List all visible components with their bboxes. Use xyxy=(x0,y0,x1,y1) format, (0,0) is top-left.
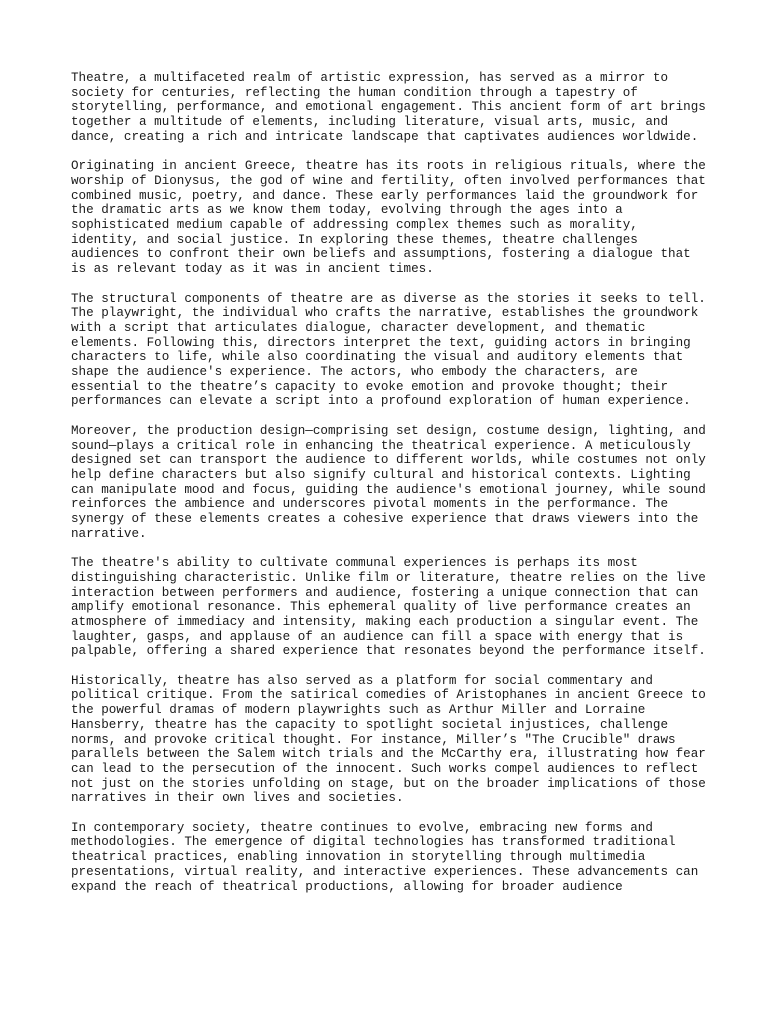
paragraph-2: Originating in ancient Greece, theatre has its roots in religious rituals, where the worship of Dionysus, the god of wine and fertility, often involved performances that combined music, poetry, and dance. These early performances laid the groundwork for the dramatic arts as we know them today, evolving through the ages into a sophisticated medium capable of addressing complex themes such as morality, identity, and social justice. In exploring these themes, theatre challenges audiences to confront their own beliefs and assumptions, fostering a dialogue that is as relevant today as it was in ancient times. xyxy=(71,159,706,277)
paragraph-4: Moreover, the production design—comprising set design, costume design, lighting, and sound—plays a critical role in enhancing the theatrical experience. A meticulously designed set can transport the audience to different worlds, while costumes not only help define characters but also signify cultural and historical contexts. Lighting can manipulate mood and focus, guiding the audience's emotional journey, while sound reinforces the ambience and underscores pivotal moments in the performance. The synergy of these elements creates a cohesive experience that draws viewers into the narrative. xyxy=(71,423,706,541)
paragraph-1: Theatre, a multifaceted realm of artistic expression, has served as a mirror to society for centuries, reflecting the human condition through a tapestry of storytelling, performance, and emotional engagement. This ancient form of art brings together a multitude of elements, including literature, visual arts, music, and dance, creating a rich and intricate landscape that captivates audiences worldwide. xyxy=(71,71,706,144)
paragraph-6: Historically, theatre has also served as a platform for social commentary and political critique. From the satirical comedies of Aristophanes in ancient Greece to the powerful dramas of modern playwrights such as Arthur Miller and Lorraine Hansberry, theatre has the capacity to spotlight societal injustices, challenge norms, and provoke critical thought. For instance, Miller’s "The Crucible" draws parallels between the Salem witch trials and the McCarthy era, illustrating how fear can lead to the persecution of the innocent. Such works compel audiences to reflect not just on the stories unfolding on stage, but on the broader implications of those narratives in their own lives and societies. xyxy=(71,673,706,806)
document-page xyxy=(71,71,711,909)
paragraph-5: The theatre's ability to cultivate communal experiences is perhaps its most distinguishing characteristic. Unlike film or literature, theatre relies on the live interaction between performers and audience, fostering a unique connection that can amplify emotional resonance. This ephemeral quality of live performance creates an atmosphere of immediacy and intensity, making each production a singular event. The laughter, gasps, and applause of an audience can fill a space with energy that is palpable, offering a shared experience that resonates beyond the performance itself. xyxy=(71,556,706,659)
paragraph-3: The structural components of theatre are as diverse as the stories it seeks to tell. The playwright, the individual who crafts the narrative, establishes the groundwork with a script that articulates dialogue, character development, and thematic elements. Following this, directors interpret the text, guiding actors in bringing characters to life, while also coordinating the visual and auditory elements that shape the audience's experience. The actors, who embody the characters, are essential to the theatre’s capacity to evoke emotion and provoke thought; their performances can elevate a script into a profound exploration of human experience. xyxy=(71,291,706,409)
paragraph-7: In contemporary society, theatre continues to evolve, embracing new forms and methodologies. The emergence of digital technologies has transformed traditional theatrical practices, enabling innovation in storytelling through multimedia presentations, virtual reality, and interactive experiences. These advancements can expand the reach of theatrical productions, allowing for broader audience xyxy=(71,820,699,894)
